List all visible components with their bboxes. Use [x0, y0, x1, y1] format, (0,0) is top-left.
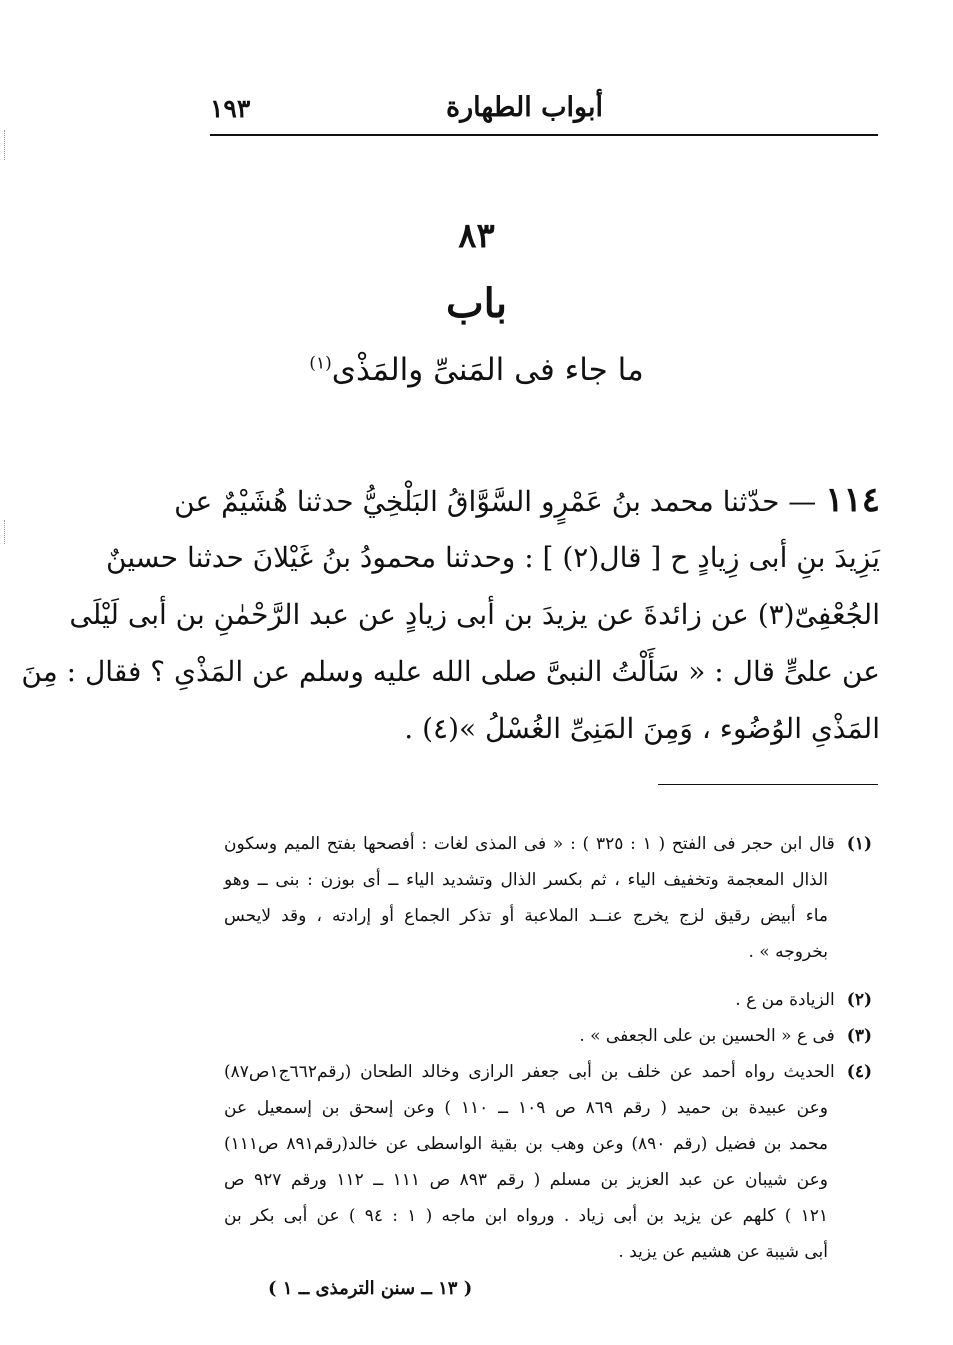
scan-edge-mark	[4, 520, 8, 544]
text-line: يَزِيدَ بنِ أبى زِيادٍ ح [ قال(٢) ] : وحدثنا محمودُ بنُ غَيْلانَ حدثنا حسينٌ	[106, 541, 880, 574]
footnote-text: فى ع « الحسين بن على الجعفى » .	[579, 1026, 835, 1046]
footnote-mark: (٣)	[846, 1026, 872, 1046]
footnote-line: وعن شيبان عن عبد العزيز بن مسلم ( رقم ٨٩٣ ص ١١١ ــ ١١٢ ورقم ٩٢٧ ص	[224, 1170, 828, 1190]
footnote	[224, 1018, 872, 1054]
footnote-text: قال ابن حجر فى الفتح ( ١ : ٣٢٥ ) : « فى المذى لغات : أفصحها بفتح الميم وسكون	[224, 834, 835, 854]
text-line: الجُعْفِىّ(٣) عن زائدةَ عن يزيدَ بن أبى زيادٍ عن عبد الرَّحْمٰنِ بن أبى لَيْلَى	[69, 598, 880, 631]
chapter-heading: باب	[446, 280, 507, 327]
hadith-text	[21, 472, 880, 757]
footnote-line: ١٢١ ) كلهم عن يزيد بن أبى زياد . ورواه ابن ماجه ( ١ : ٩٤ ) عن أبى بكر بن	[224, 1206, 828, 1226]
footnote-line	[224, 982, 872, 1018]
footnote-line	[224, 1054, 872, 1090]
footnote-mark: (٤)	[846, 1062, 872, 1082]
footnote-line: أبى شيبة عن هشيم عن يزيد .	[618, 1242, 828, 1262]
text-line: عن علىٍّ قال : « سَأَلْتُ النبىَّ صلى الله عليه وسلم عن المَذْىِ ؟ فقال : مِنَ	[21, 655, 880, 688]
text-line: المَذْىِ الوُضُوء ، وَمِنَ المَنِىِّ الغُسْلُ »(٤) .	[404, 712, 880, 745]
hadith-number: ١١٤	[825, 480, 880, 520]
footnote-ref: (١)	[309, 353, 332, 374]
footnote-line: بخروجه » .	[748, 942, 828, 962]
footnote-line	[224, 1018, 872, 1054]
footnote-line: وعن عبيدة بن حميد ( رقم ٨٦٩ ص ١٠٩ ــ ١١٠ ) وعن إسحق بن إسمعيل عن	[224, 1098, 828, 1118]
footnote	[224, 1054, 872, 1270]
footnote-text: الزيادة من ع .	[735, 990, 835, 1010]
footnotes	[224, 826, 872, 1270]
footnote-line: محمد بن فضيل (رقم ٨٩٠) وعن وهب بن بقية الواسطى عن خالد(رقم٨٩١ ص١١١)	[224, 1134, 828, 1154]
scan-edge-mark	[4, 130, 8, 160]
footnote-line: الذال المعجمة وتخفيف الياء ، ثم بكسر الذال وتشديد الياء ــ أى بوزن : بنى ــ وهو	[224, 870, 828, 890]
footnote-separator	[658, 784, 878, 785]
footnote-mark: (١)	[846, 834, 872, 854]
printer-signature: ( ١٣ ــ سنن الترمذى ــ ١ )	[268, 1278, 473, 1299]
footnote	[224, 982, 872, 1018]
footnote	[224, 826, 872, 970]
footnote-mark: (٢)	[846, 990, 872, 1010]
running-title: أبواب الطهارة	[445, 92, 603, 123]
footnote-line	[224, 826, 872, 862]
text-line	[174, 472, 880, 529]
footnote-line: ماء أبيض رقيق لزج يخرج عنــد الملاعبة أو تذكر الجماع أو إرادته ، وقد لايحس	[224, 906, 828, 926]
footnote-text: الحديث رواه أحمد عن خلف بن أبى جعفر الرازى وخالد الطحان (رقم٦٦٢ج١ص٨٧)	[224, 1062, 835, 1082]
page-number: ١٩٣	[210, 94, 251, 123]
chapter-title-text: ما جاء فى المَنىِّ والمَذْى	[331, 352, 644, 388]
chapter-title	[0, 352, 953, 388]
chapter-number: ٨٣	[458, 216, 495, 256]
text-line-content: — حدّثنا محمد بنُ عَمْرٍو السَّوَّاقُ البَلْخِيُّ حدثنا هُشَيْمٌ عن	[174, 485, 817, 518]
running-header	[210, 88, 878, 136]
